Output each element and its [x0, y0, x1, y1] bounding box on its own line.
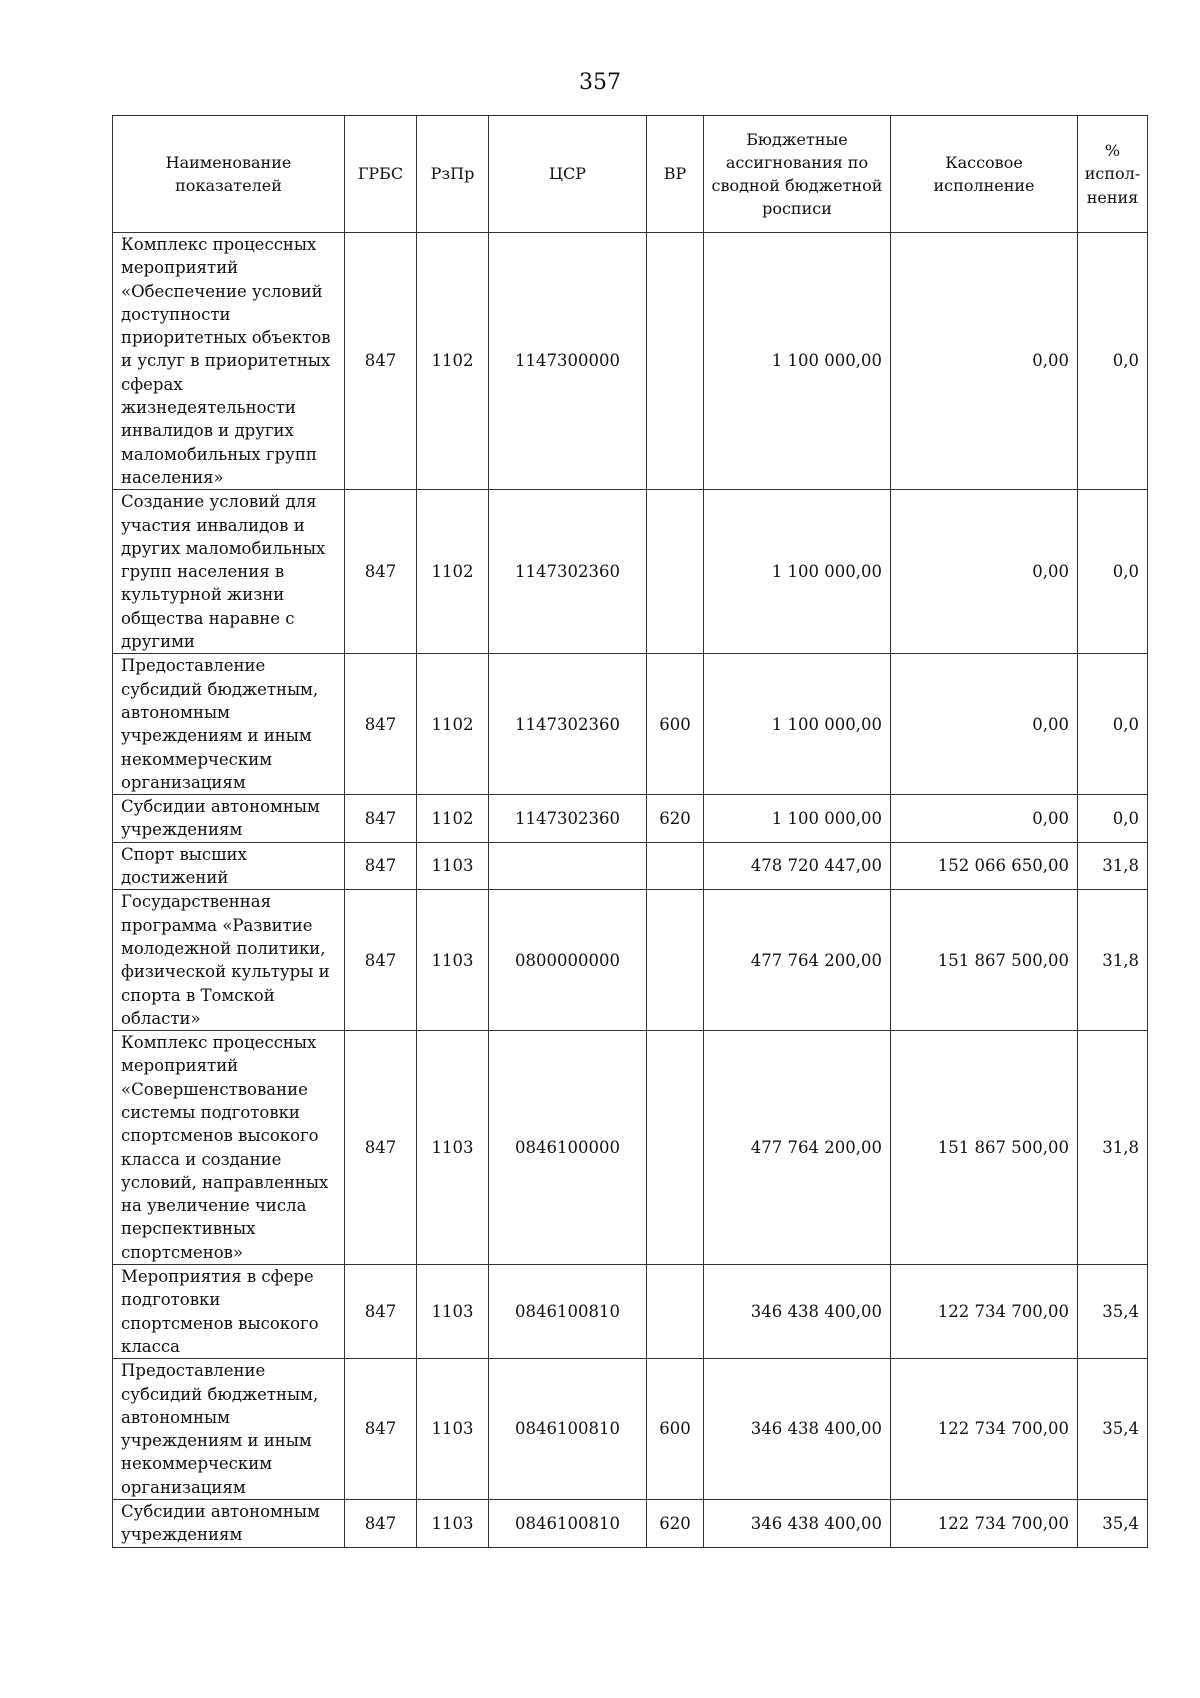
row-name: Комплекс процессных мероприятий «Обеспечение условий доступности приоритетных объектов и услуг в приоритетных сферах жизнедеятельности инвалидов и других маломобильных групп населения» [113, 233, 345, 490]
row-rzpr: 1102 [417, 654, 489, 795]
table-row [113, 890, 1148, 1031]
row-csr: 1147300000 [489, 233, 647, 490]
row-assignments: 1 100 000,00 [704, 795, 891, 843]
row-grbs: 847 [345, 233, 417, 490]
page-number: 357 [579, 70, 621, 95]
row-grbs: 847 [345, 1500, 417, 1548]
row-grbs: 847 [345, 842, 417, 890]
row-execution: 0,00 [891, 490, 1078, 654]
row-execution: 0,00 [891, 654, 1078, 795]
row-rzpr: 1103 [417, 890, 489, 1031]
row-rzpr: 1103 [417, 842, 489, 890]
table-row [113, 1359, 1148, 1500]
row-grbs: 847 [345, 890, 417, 1031]
row-name: Предоставление субсидий бюджетным, автономным учреждениям и иным некоммерческим организациям [113, 654, 345, 795]
row-assignments: 477 764 200,00 [704, 890, 891, 1031]
row-percent: 0,0 [1078, 490, 1148, 654]
row-assignments: 477 764 200,00 [704, 1031, 891, 1265]
row-percent: 0,0 [1078, 654, 1148, 795]
row-rzpr: 1103 [417, 1500, 489, 1548]
row-name: Государственная программа «Развитие молодежной политики, физической культуры и спорта в Томской области» [113, 890, 345, 1031]
row-name: Субсидии автономным учреждениям [113, 1500, 345, 1548]
header-row [113, 116, 1148, 233]
row-vr [647, 233, 704, 490]
row-vr [647, 1031, 704, 1265]
row-assignments: 1 100 000,00 [704, 490, 891, 654]
row-vr: 600 [647, 654, 704, 795]
row-vr [647, 1265, 704, 1359]
row-grbs: 847 [345, 654, 417, 795]
row-grbs: 847 [345, 1265, 417, 1359]
row-execution: 122 734 700,00 [891, 1500, 1078, 1548]
header-vr: ВР [647, 116, 704, 233]
row-rzpr: 1102 [417, 795, 489, 843]
budget-execution-table [112, 115, 1148, 1548]
row-execution: 151 867 500,00 [891, 890, 1078, 1031]
row-rzpr: 1103 [417, 1031, 489, 1265]
row-execution: 122 734 700,00 [891, 1359, 1078, 1500]
row-name: Создание условий для участия инвалидов и других маломобильных групп населения в культурной жизни общества наравне с другими [113, 490, 345, 654]
header-csr: ЦСР [489, 116, 647, 233]
header-grbs: ГРБС [345, 116, 417, 233]
row-percent: 31,8 [1078, 890, 1148, 1031]
row-assignments: 346 438 400,00 [704, 1359, 891, 1500]
row-execution: 151 867 500,00 [891, 1031, 1078, 1265]
row-grbs: 847 [345, 1031, 417, 1265]
row-execution: 122 734 700,00 [891, 1265, 1078, 1359]
row-percent: 0,0 [1078, 795, 1148, 843]
row-assignments: 1 100 000,00 [704, 654, 891, 795]
table-row [113, 795, 1148, 843]
header-assignments: Бюджетные ассигнования по сводной бюджетной росписи [704, 116, 891, 233]
row-name: Мероприятия в сфере подготовки спортсменов высокого класса [113, 1265, 345, 1359]
table-row [113, 233, 1148, 490]
row-vr [647, 842, 704, 890]
header-execution: Кассовое исполнение [891, 116, 1078, 233]
row-name: Предоставление субсидий бюджетным, автономным учреждениям и иным некоммерческим организациям [113, 1359, 345, 1500]
table-row [113, 1500, 1148, 1548]
header-name: Наименование показателей [113, 116, 345, 233]
row-csr: 0800000000 [489, 890, 647, 1031]
row-grbs: 847 [345, 795, 417, 843]
table-row [113, 490, 1148, 654]
row-percent: 35,4 [1078, 1500, 1148, 1548]
row-grbs: 847 [345, 1359, 417, 1500]
row-execution: 152 066 650,00 [891, 842, 1078, 890]
row-rzpr: 1103 [417, 1265, 489, 1359]
row-csr: 0846100810 [489, 1359, 647, 1500]
table-row [113, 1265, 1148, 1359]
row-vr: 600 [647, 1359, 704, 1500]
row-percent: 35,4 [1078, 1359, 1148, 1500]
row-csr: 0846100810 [489, 1500, 647, 1548]
row-csr [489, 842, 647, 890]
table-row [113, 842, 1148, 890]
row-name: Спорт высших достижений [113, 842, 345, 890]
row-csr: 1147302360 [489, 654, 647, 795]
row-percent: 0,0 [1078, 233, 1148, 490]
row-rzpr: 1102 [417, 490, 489, 654]
row-csr: 0846100810 [489, 1265, 647, 1359]
row-vr [647, 890, 704, 1031]
row-vr: 620 [647, 795, 704, 843]
row-vr [647, 490, 704, 654]
row-percent: 31,8 [1078, 842, 1148, 890]
header-rzpr: РзПр [417, 116, 489, 233]
row-vr: 620 [647, 1500, 704, 1548]
row-assignments: 346 438 400,00 [704, 1500, 891, 1548]
row-assignments: 1 100 000,00 [704, 233, 891, 490]
row-percent: 31,8 [1078, 1031, 1148, 1265]
table-row [113, 654, 1148, 795]
row-execution: 0,00 [891, 795, 1078, 843]
header-percent: % испол-нения [1078, 116, 1148, 233]
row-rzpr: 1103 [417, 1359, 489, 1500]
row-name: Комплекс процессных мероприятий «Совершенствование системы подготовки спортсменов высокого класса и создание условий, направленных на увеличение числа перспективных спортсменов» [113, 1031, 345, 1265]
row-csr: 1147302360 [489, 795, 647, 843]
row-percent: 35,4 [1078, 1265, 1148, 1359]
row-assignments: 478 720 447,00 [704, 842, 891, 890]
row-rzpr: 1102 [417, 233, 489, 490]
row-grbs: 847 [345, 490, 417, 654]
row-csr: 1147302360 [489, 490, 647, 654]
row-execution: 0,00 [891, 233, 1078, 490]
row-assignments: 346 438 400,00 [704, 1265, 891, 1359]
row-csr: 0846100000 [489, 1031, 647, 1265]
row-name: Субсидии автономным учреждениям [113, 795, 345, 843]
table-row [113, 1031, 1148, 1265]
